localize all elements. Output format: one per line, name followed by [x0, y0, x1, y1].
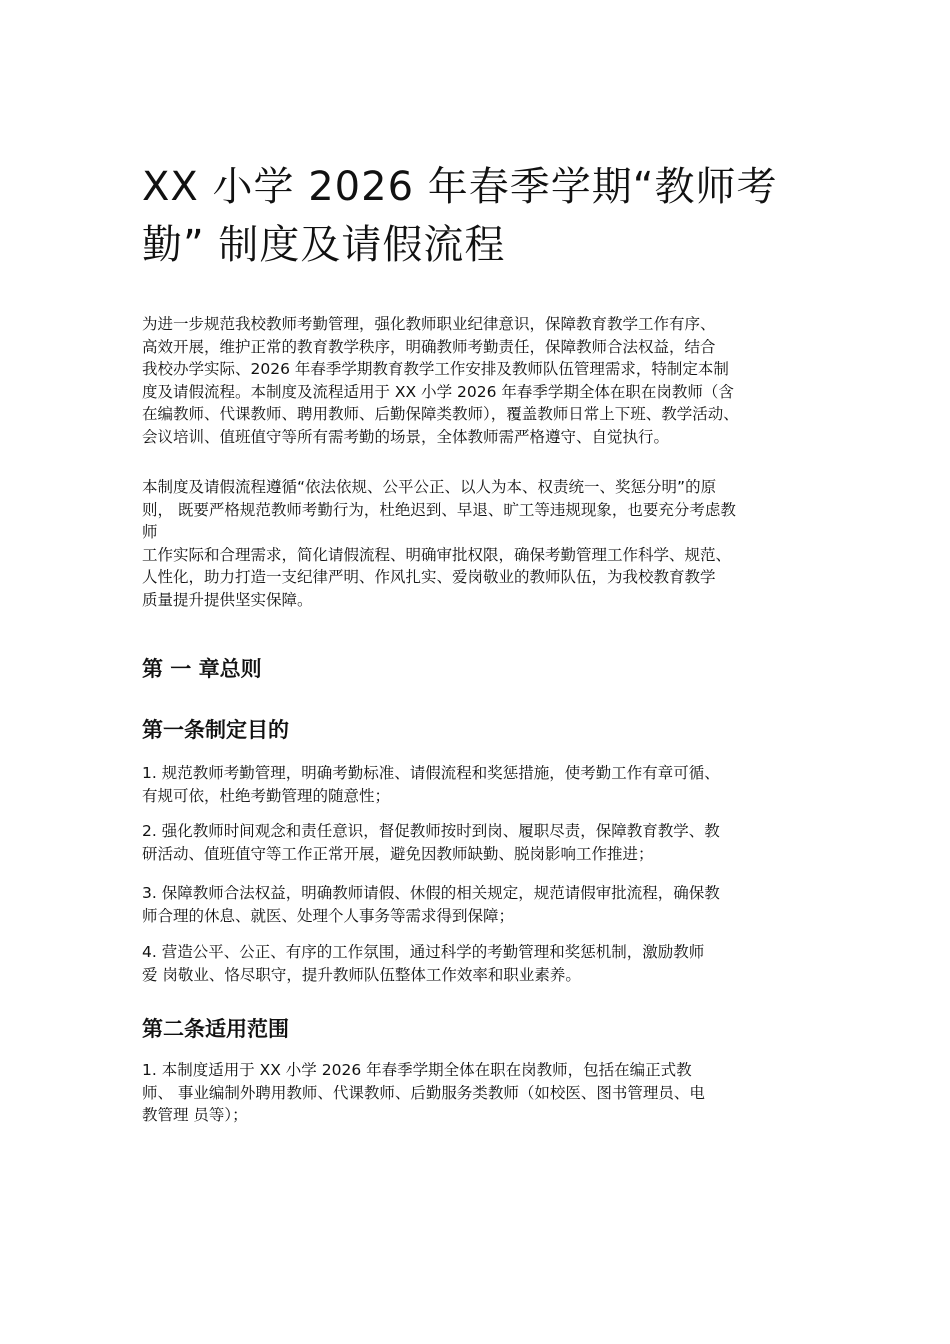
- document-title: [142, 158, 832, 274]
- intro-line: 会议培训、值班值守等所有需考勤的场景，全体教师需严格遵守、自觉执行。: [142, 427, 670, 446]
- list-item-line: 爱 岗敬业、恪尽职守，提升教师队伍整体工作效率和职业素养。: [142, 965, 581, 984]
- intro-paragraph: [142, 313, 832, 448]
- principles-line: 人性化，助力打造一支纪律严明、作风扎实、爱岗敬业的教师队伍，为我校教育教学: [142, 568, 716, 586]
- intro-line: 为进一步规范我校教师考勤管理，强化教师职业纪律意识，保障教育教学工作有序、: [142, 315, 716, 333]
- list-item-line: 师合理的休息、就医、处理个人事务等需求得到保障；: [142, 906, 515, 925]
- list-item: [142, 1059, 832, 1127]
- article-heading: 第二条适用范围: [142, 1017, 289, 1041]
- list-item-line: 1. 规范教师考勤管理，明确考勤标准、请假流程和奖惩措施，使考勤工作有章可循、: [142, 764, 720, 782]
- list-item: [142, 941, 832, 986]
- list-item-line: 教管理 员等）；: [142, 1106, 248, 1124]
- list-item-line: 3. 保障教师合法权益，明确教师请假、休假的相关规定，规范请假审批流程，确保教: [142, 884, 720, 902]
- intro-line: 度及请假流程。本制度及流程适用于 XX 小学 2026 年春季学期全体在职在岗教师（含: [142, 382, 734, 401]
- principles-line: 质量提升提供坚实保障。: [142, 590, 313, 609]
- intro-line: 我校办学实际、2026 年春季学期教育教学工作安排及教师队伍管理需求，特制定本制: [142, 360, 729, 378]
- intro-line: 在编教师、代课教师、聘用教师、后勤保障类教师），覆盖教师日常上下班、教学活动、: [142, 405, 739, 423]
- list-item-line: 研活动、值班值守等工作正常开展，避免因教师缺勤、脱岗影响工作推进；: [142, 844, 654, 863]
- principles-line: 本制度及请假流程遵循“依法依规、公平公正、以人为本、权责统一、奖惩分明”的原: [142, 478, 717, 496]
- list-item-line: 1. 本制度适用于 XX 小学 2026 年春季学期全体在职在岗教师，包括在编正式教: [142, 1061, 692, 1079]
- principles-paragraph: [142, 476, 832, 611]
- list-item: [142, 820, 832, 865]
- title-line-1: XX 小学 2026 年春季学期“教师考: [142, 164, 778, 210]
- list-item-line: 有规可依，杜绝考勤管理的随意性；: [142, 786, 391, 805]
- principles-line: 则， 既要严格规范教师考勤行为，杜绝迟到、早退、旷工等违规现象，也要充分考虑教: [142, 500, 736, 519]
- list-item-line: 师、 事业编制外聘用教师、代课教师、后勤服务类教师（如校医、图书管理员、电: [142, 1083, 705, 1102]
- principles-line: 工作实际和合理需求，简化请假流程、明确审批权限，确保考勤管理工作科学、规范、: [142, 545, 732, 564]
- title-line-2: 勤” 制度及请假流程: [142, 222, 506, 268]
- article-heading: 第一条制定目的: [142, 718, 289, 742]
- list-item-line: 2. 强化教师时间观念和责任意识，督促教师按时到岗、履职尽责，保障教育教学、教: [142, 822, 720, 840]
- chapter-heading: 第 一 章总则: [142, 657, 262, 681]
- list-item: [142, 882, 832, 927]
- list-item-line: 4. 营造公平、公正、有序的工作氛围，通过科学的考勤管理和奖惩机制，激励教师: [142, 943, 705, 961]
- list-item: [142, 762, 832, 807]
- intro-line: 高效开展，维护正常的教育教学秩序，明确教师考勤责任，保障教师合法权益，结合: [142, 337, 716, 356]
- principles-line: 师: [142, 523, 158, 541]
